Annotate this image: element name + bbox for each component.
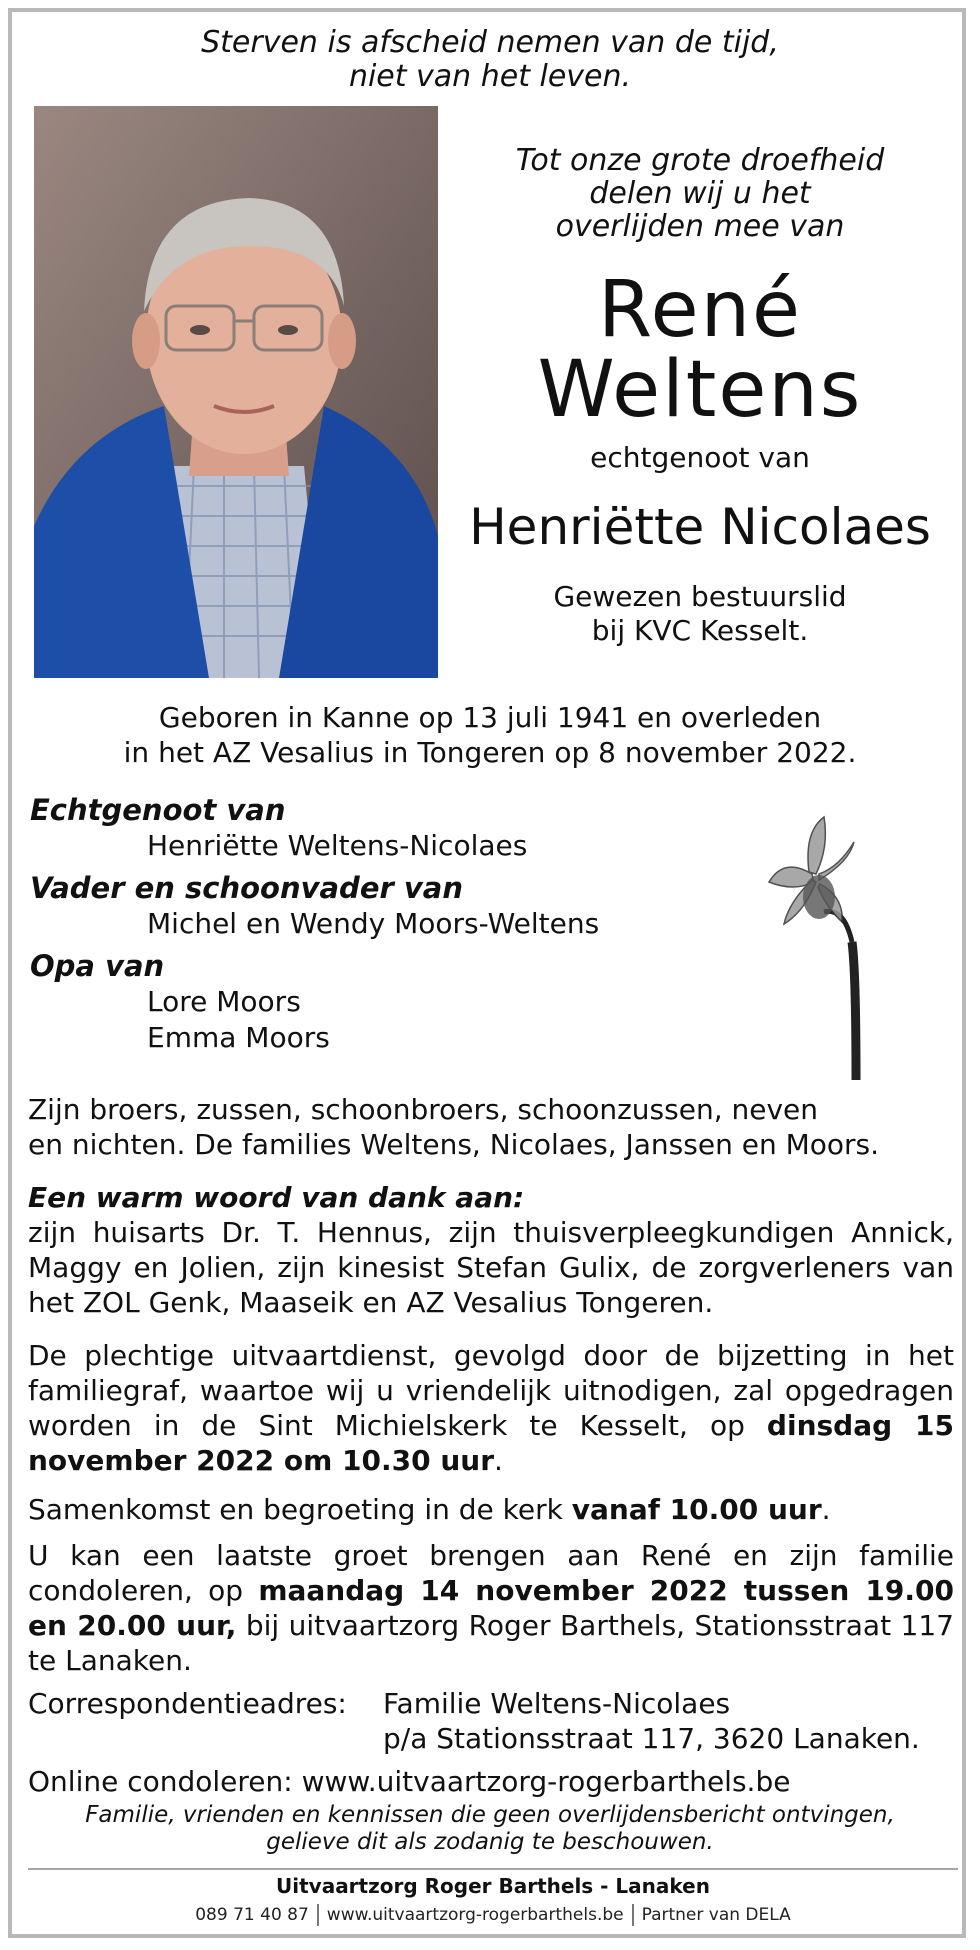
- footer-partner: Partner van DELA: [641, 1905, 791, 1925]
- family-heading: Echtgenoot van: [30, 793, 286, 827]
- gathering-end: .: [821, 1493, 831, 1526]
- correspondence-label: Correspondentieadres:: [28, 1687, 347, 1720]
- born-line: Geboren in Kanne op 13 juli 1941 en overleden: [158, 701, 822, 734]
- funeral-company: Uitvaartzorg Roger Barthels - Lanaken: [276, 1874, 710, 1898]
- correspondence-line: p/a Stationsstraat 117, 3620 Lanaken.: [383, 1722, 920, 1755]
- role-line: bij KVC Kesselt.: [591, 614, 809, 647]
- visit-time: maandag 14 november 2022 tussen 19.00 en 20.00 uur,: [28, 1574, 954, 1642]
- visit-end: bij uitvaartzorg Roger Barthels, Stationsstraat 117 te Lanaken.: [28, 1609, 954, 1677]
- thanks-heading: Een warm woord van dank aan:: [28, 1181, 525, 1214]
- visit-text: U kan een laatste groet brengen aan René en zijn familie condoleren, op: [28, 1539, 954, 1607]
- role-text: [460, 580, 940, 648]
- motto-line: niet van het leven.: [348, 59, 632, 94]
- spouse-name: Henriëtte Nicolaes: [469, 498, 931, 556]
- portrait-illustration: [34, 106, 438, 678]
- correspondence-line: Familie Weltens-Nicolaes: [383, 1687, 731, 1720]
- family-list: [30, 792, 599, 1056]
- intro-text: [460, 144, 940, 243]
- motto-line: Sterven is afscheid nemen van de tijd,: [201, 25, 779, 60]
- deceased-last-name: Weltens: [537, 345, 863, 435]
- family-member: Emma Moors: [147, 1021, 330, 1054]
- footer-separator: [632, 1904, 634, 1926]
- relatives-line: en nichten. De families Weltens, Nicolaes, Janssen en Moors.: [28, 1128, 880, 1161]
- gathering-text: Samenkomst en begroeting in de kerk: [28, 1493, 563, 1526]
- footer-contact: [28, 1904, 958, 1926]
- family-heading: Vader en schoonvader van: [30, 871, 464, 905]
- thanks-section: [28, 1180, 954, 1320]
- gathering-time: vanaf 10.00 uur: [571, 1493, 822, 1526]
- intro-line: overlijden mee van: [555, 209, 845, 244]
- gathering-paragraph: [28, 1492, 954, 1527]
- correspondence-address: [383, 1686, 920, 1756]
- spouse-label: echtgenoot van: [590, 441, 810, 474]
- note-line: gelieve dit als zodanig te beschouwen.: [266, 1829, 714, 1855]
- family-member: Henriëtte Weltens-Nicolaes: [147, 829, 528, 862]
- service-paragraph: [28, 1338, 954, 1478]
- relatives-line: Zijn broers, zussen, schoonbroers, schoonzussen, neven: [28, 1093, 819, 1126]
- visit-paragraph: [28, 1538, 954, 1678]
- intro-line: Tot onze grote droefheid: [515, 143, 885, 178]
- relatives-text: [28, 1092, 954, 1162]
- online-condolence[interactable]: Online condoleren: www.uitvaartzorg-rogerbarthels.be: [28, 1765, 791, 1798]
- daffodil-icon: [764, 812, 884, 1080]
- portrait-photo: [34, 106, 438, 678]
- deceased-name: [460, 265, 940, 435]
- role-line: Gewezen bestuurslid: [553, 580, 847, 613]
- intro-line: delen wij u het: [589, 176, 811, 211]
- service-text: De plechtige uitvaartdienst, gevolgd door de bijzetting in het familiegraf, waartoe wij u vriendelijk uitnodigen, zal opgedragen worden in de Sint Michielskerk te Kesselt, op: [28, 1339, 954, 1442]
- service-end: .: [494, 1444, 503, 1477]
- born-line: in het AZ Vesalius in Tongeren op 8 november 2022.: [123, 736, 857, 769]
- deceased-first-name: René: [597, 265, 803, 355]
- footer-phone[interactable]: 089 71 40 87: [195, 1905, 309, 1925]
- thanks-text: zijn huisarts Dr. T. Hennus, zijn thuisverpleegkundigen Annick, Maggy en Jolien, zijn kinesist Stefan Gulix, de zorgverleners van het ZOL Genk, Maaseik en AZ Vesalius Tongeren.: [28, 1216, 954, 1319]
- family-member: Michel en Wendy Moors-Weltens: [147, 907, 600, 940]
- footer-divider: [28, 1868, 958, 1870]
- footer-separator: [317, 1904, 319, 1926]
- note-line: Familie, vrienden en kennissen die geen overlijdensbericht ontvingen,: [85, 1802, 895, 1828]
- service-date: dinsdag 15 november 2022 om 10.30 uur: [28, 1409, 954, 1477]
- motto: [120, 26, 860, 94]
- footer-website[interactable]: www.uitvaartzorg-rogerbarthels.be: [326, 1905, 624, 1925]
- family-heading: Opa van: [30, 949, 165, 983]
- birth-death-info: [40, 700, 940, 770]
- family-member: Lore Moors: [147, 985, 301, 1018]
- notice-note: [60, 1802, 920, 1856]
